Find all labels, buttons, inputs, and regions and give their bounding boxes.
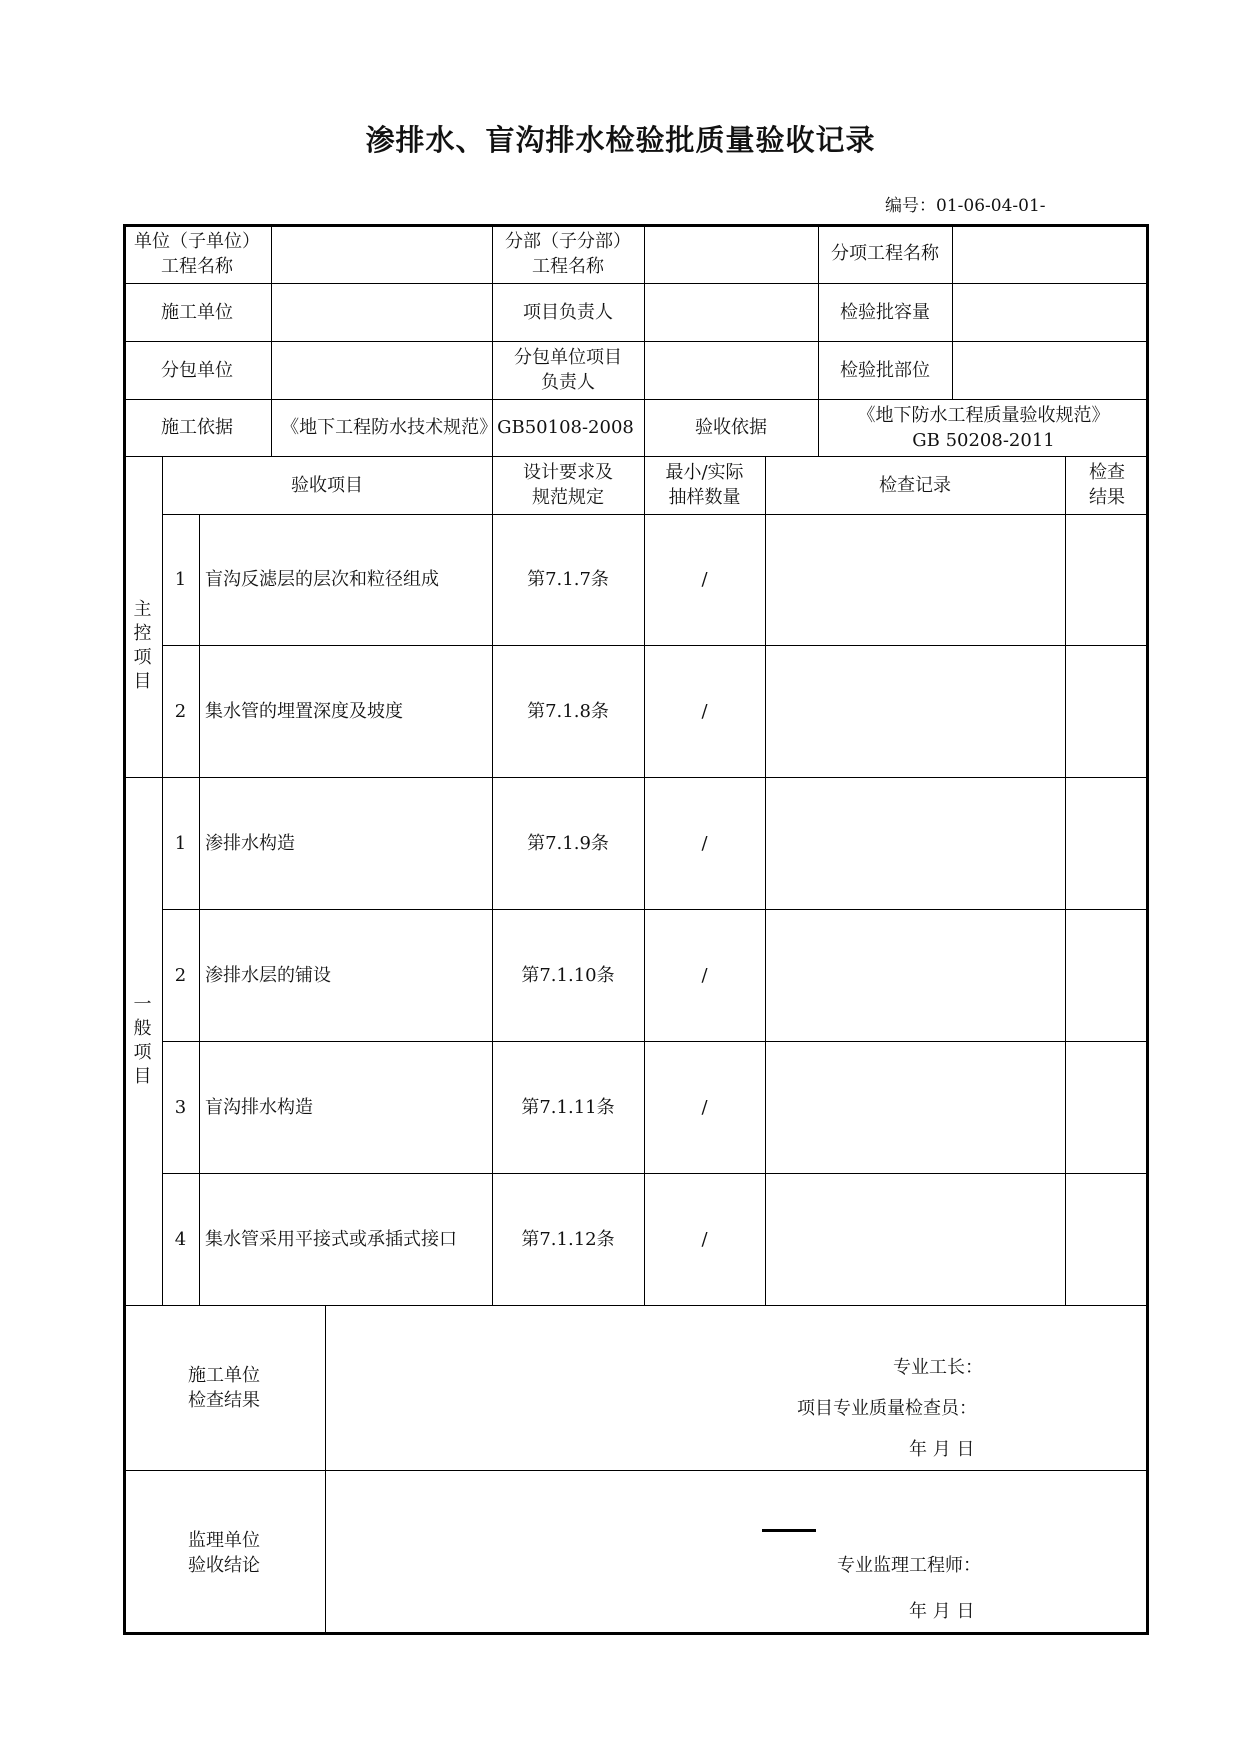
general-group-label: 一 般 项 目 — [133, 994, 152, 1087]
item-name-label: 分项工程名称 — [831, 243, 939, 264]
item-clause: 第7.1.7条 — [527, 569, 609, 590]
constructor-value[interactable] — [271, 283, 492, 341]
item-check-result[interactable] — [1065, 514, 1149, 645]
column-check-result: 检查 结果 — [1089, 462, 1125, 508]
item-name: 渗排水构造 — [205, 832, 295, 854]
sub-pm-value[interactable] — [644, 341, 818, 399]
item-name: 集水管采用平接式或承插式接口 — [205, 1228, 457, 1250]
grid-line — [325, 1305, 326, 1635]
batch-location-label: 检验批部位 — [840, 359, 930, 381]
subcontractor-label: 分包单位 — [161, 359, 233, 381]
item-check-record[interactable] — [765, 514, 1065, 645]
item-sample-quantity: / — [701, 569, 708, 590]
column-inspection-item: 验收项目 — [291, 474, 363, 496]
item-clause: 第7.1.9条 — [527, 832, 609, 854]
item-number: 1 — [174, 832, 187, 854]
document-code: 编号：01-06-04-01- — [885, 196, 1046, 216]
supervision-date: 年 月 日 — [909, 1601, 975, 1622]
column-design-requirement: 设计要求及 规范规定 — [523, 462, 613, 508]
item-name: 盲沟排水构造 — [205, 1096, 313, 1118]
item-clause: 第7.1.8条 — [527, 700, 609, 722]
item-number: 2 — [174, 964, 187, 986]
item-check-result[interactable] — [1065, 909, 1149, 1041]
item-name: 盲沟反滤层的层次和粒径组成 — [205, 569, 439, 590]
item-name: 渗排水层的铺设 — [205, 964, 331, 986]
item-check-record[interactable] — [765, 909, 1065, 1041]
unit-label: 单位（子单位） 工程名称 — [134, 230, 260, 277]
item-check-result[interactable] — [1065, 645, 1149, 777]
subdivision-value[interactable] — [644, 224, 818, 283]
item-check-result[interactable] — [1065, 1041, 1149, 1173]
item-sample-quantity: / — [701, 832, 708, 854]
batch-capacity-value[interactable] — [952, 283, 1149, 341]
item-number: 3 — [174, 1096, 187, 1118]
batch-location-value[interactable] — [952, 341, 1149, 399]
unit-value[interactable] — [271, 224, 492, 283]
construction-date: 年 月 日 — [909, 1439, 975, 1460]
construction-basis-value: 《地下工程防水技术规范》GB50108-2008 — [281, 417, 634, 438]
batch-capacity-label: 检验批容量 — [840, 301, 930, 323]
column-sample-quantity: 最小/实际 抽样数量 — [665, 462, 744, 508]
item-check-record[interactable] — [765, 1173, 1065, 1305]
sub-pm-label: 分包单位项目 负责人 — [514, 347, 622, 393]
item-check-record[interactable] — [765, 645, 1065, 777]
acceptance-basis-value: 《地下防水工程质量验收规范》 GB 50208-2011 — [857, 404, 1110, 451]
supervising-engineer-signature: 专业监理工程师： — [837, 1555, 981, 1576]
quality-inspector-signature: 项目专业质量检查员： — [797, 1398, 977, 1419]
subcontractor-value[interactable] — [271, 341, 492, 399]
item-sample-quantity: / — [701, 964, 708, 986]
item-clause: 第7.1.11条 — [521, 1096, 615, 1118]
item-number: 4 — [174, 1228, 187, 1250]
item-number: 1 — [174, 569, 187, 590]
item-check-record[interactable] — [765, 1041, 1065, 1173]
item-name: 集水管的埋置深度及坡度 — [205, 700, 403, 722]
column-check-record: 检查记录 — [879, 474, 951, 496]
constructor-label: 施工单位 — [161, 301, 233, 323]
project-manager-label: 项目负责人 — [523, 301, 613, 323]
construction-check-label: 施工单位 检查结果 — [188, 1364, 260, 1411]
construction-basis-label: 施工依据 — [161, 417, 233, 438]
foreman-signature: 专业工长： — [893, 1357, 983, 1378]
item-check-result[interactable] — [1065, 777, 1149, 909]
item-name-value[interactable] — [952, 224, 1149, 283]
item-clause: 第7.1.12条 — [521, 1228, 615, 1250]
main-control-group-label: 主 控 项 目 — [133, 598, 152, 692]
item-sample-quantity: / — [701, 1228, 708, 1250]
item-sample-quantity: / — [701, 1096, 708, 1118]
supervision-conclusion-label: 监理单位 验收结论 — [188, 1529, 260, 1576]
project-manager-value[interactable] — [644, 283, 818, 341]
page-title: 渗排水、盲沟排水检验批质量验收记录 — [365, 123, 876, 157]
item-check-result[interactable] — [1065, 1173, 1149, 1305]
item-clause: 第7.1.10条 — [521, 964, 615, 986]
signature-dash — [762, 1529, 816, 1532]
item-sample-quantity: / — [701, 700, 708, 722]
item-check-record[interactable] — [765, 777, 1065, 909]
acceptance-basis-label: 验收依据 — [695, 417, 767, 438]
item-number: 2 — [174, 700, 187, 722]
subdivision-label: 分部（子分部） 工程名称 — [505, 230, 631, 277]
